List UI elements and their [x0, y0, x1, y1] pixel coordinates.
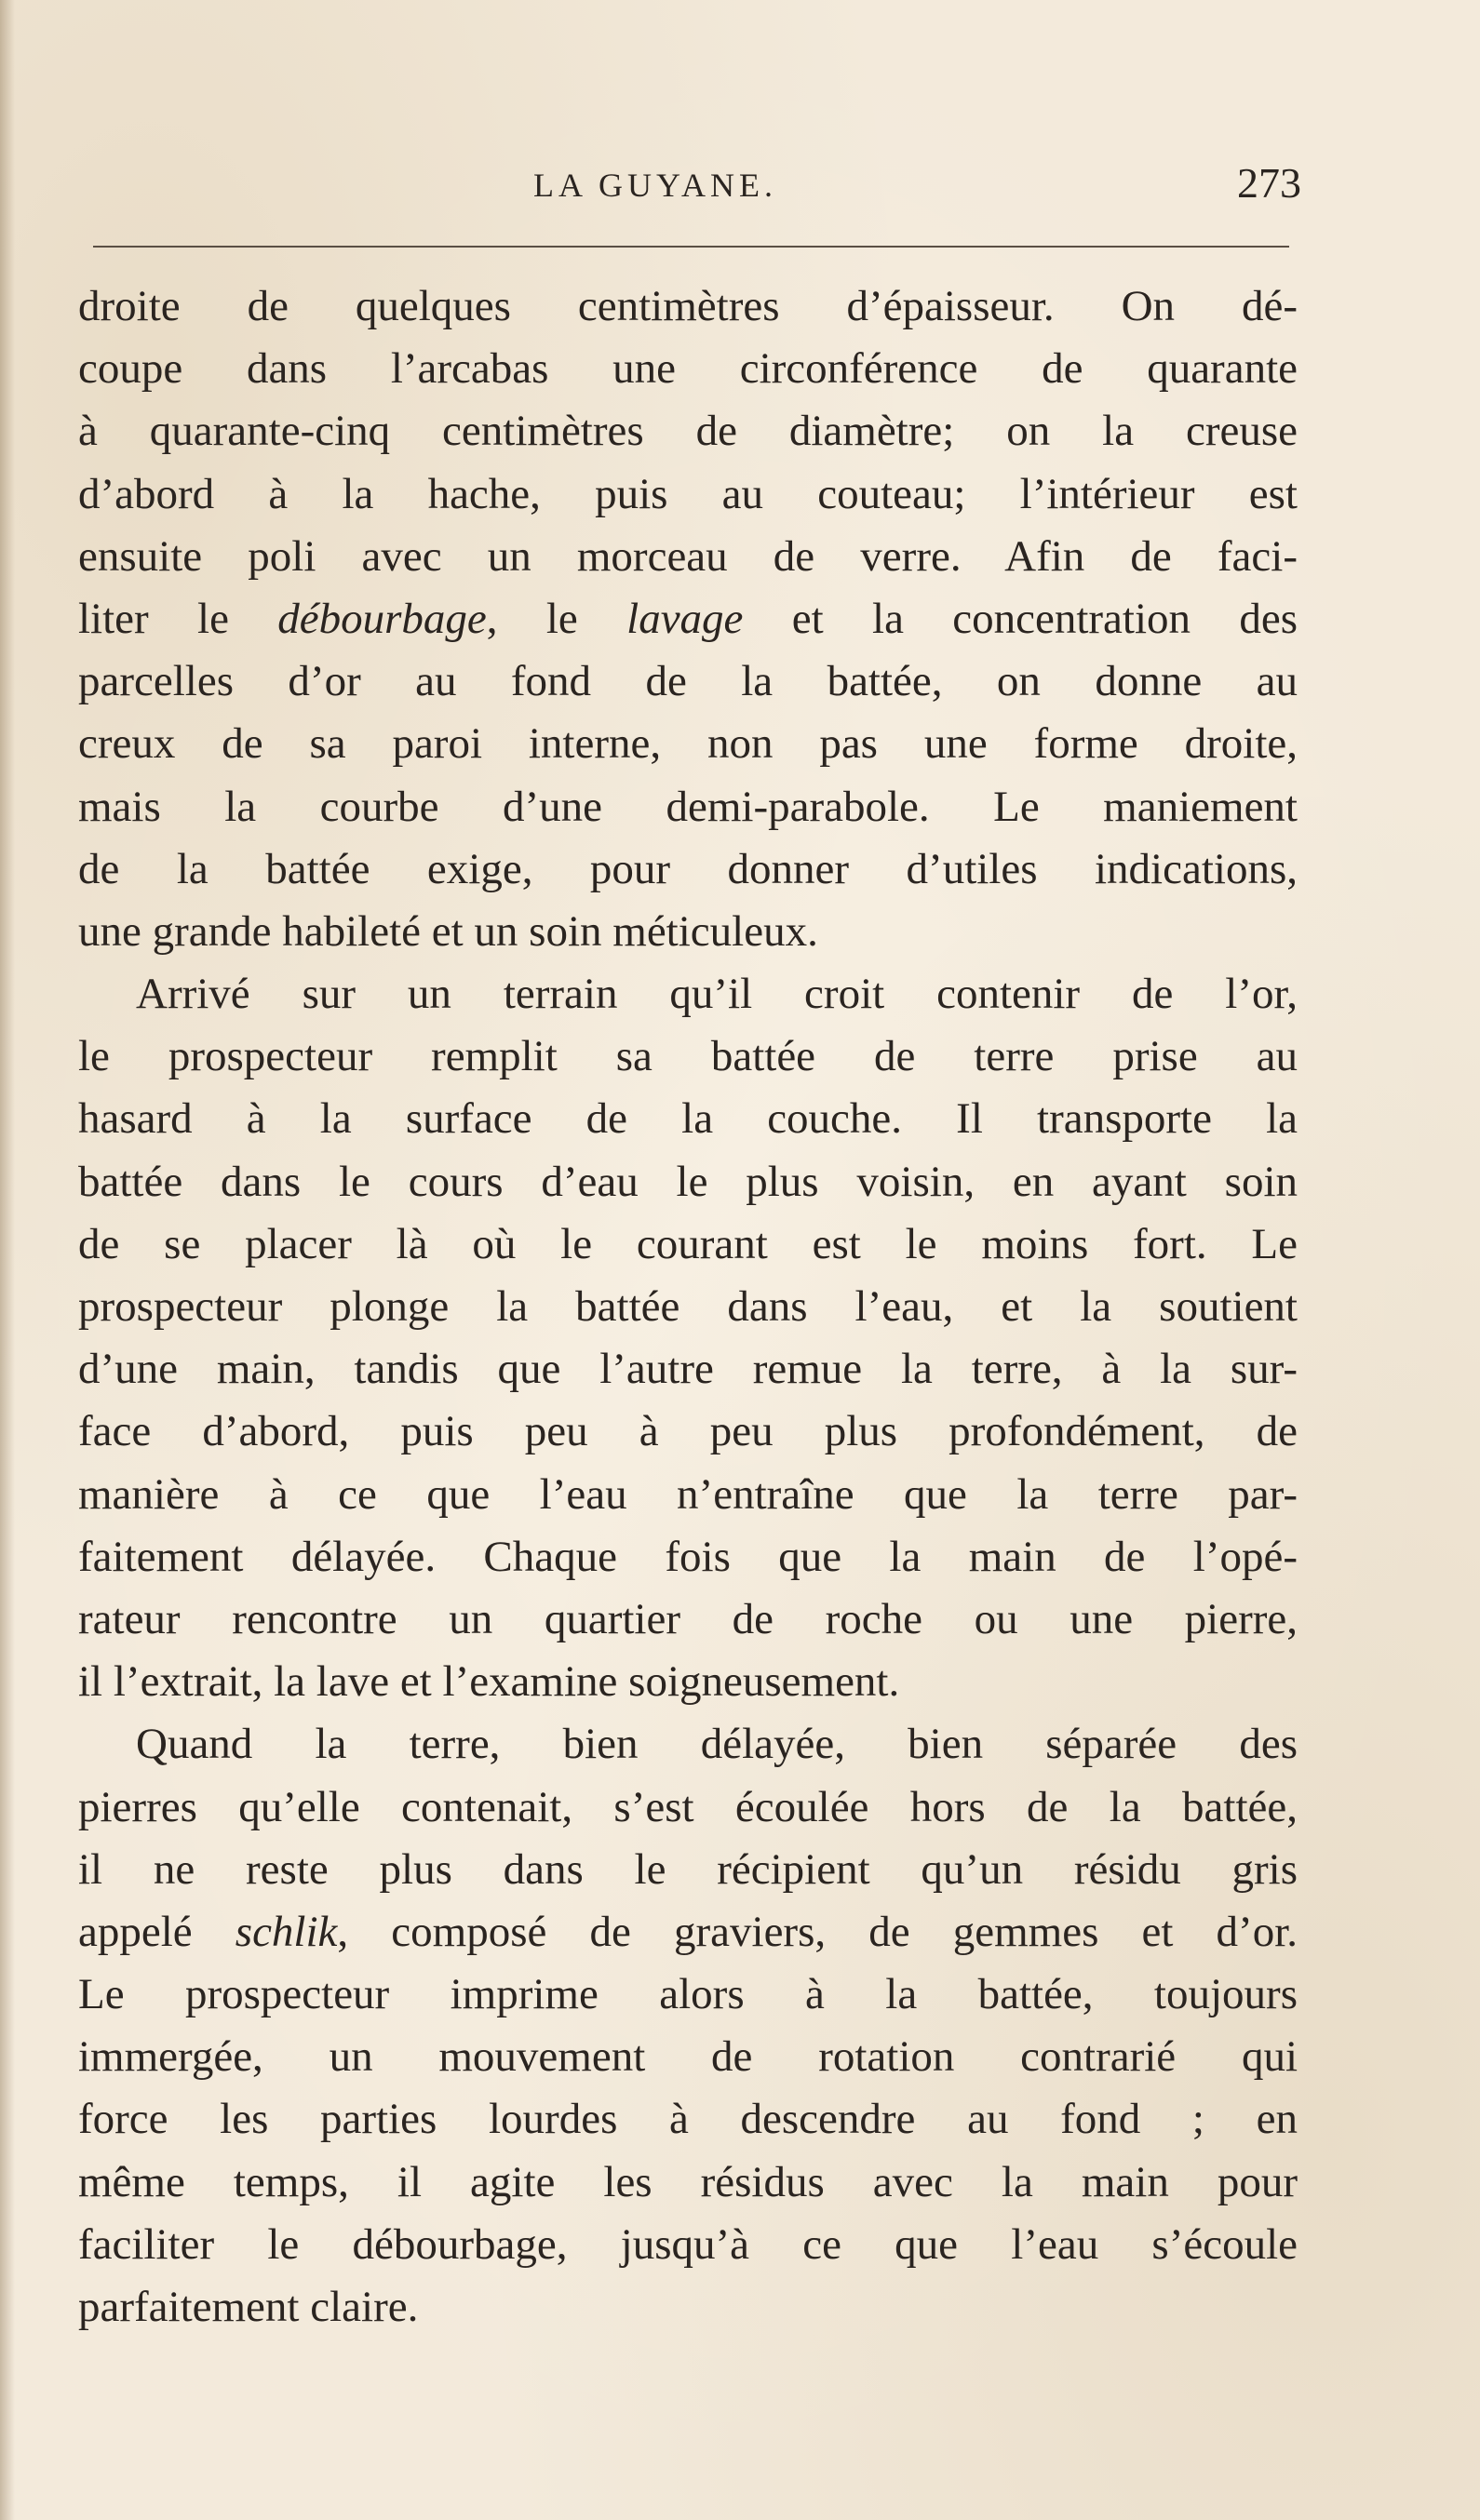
text-fragment: , le [486, 594, 627, 643]
text-line-paragraph-start: Quand la terre, bien délayée, bien séparée des [136, 1720, 1298, 1769]
italic-term-debourbage: débourbage [277, 594, 487, 643]
text-line: à quarante-cinq centimètres de diamètre; on la creuse [78, 407, 1298, 456]
text-line-paragraph-start: Arrivé sur un terrain qu’il croit contenir de l’or, [136, 970, 1298, 1019]
text-line: mais la courbe d’une demi-parabole. Le maniement [78, 782, 1298, 831]
text-line [78, 1901, 1298, 1964]
text-line: coupe dans l’arcabas une circonférence de quarante [78, 344, 1298, 394]
running-head-title: LA GUYANE. [533, 167, 777, 204]
text-line: rateur rencontre un quartier de roche ou une pierre, [78, 1594, 1298, 1643]
text-line: face d’abord, puis peu à peu plus profondément, de [78, 1407, 1298, 1456]
italic-term-schlik: schlik [235, 1907, 338, 1956]
running-head [78, 158, 1307, 214]
text-fragment: , composé de graviers, de gemmes et d’or. [337, 1907, 1298, 1956]
body-text [78, 275, 1298, 2339]
page-edge-shadow [0, 0, 15, 2520]
text-line: creux de sa paroi interne, non pas une forme droite, [78, 719, 1298, 769]
text-line [78, 588, 1298, 650]
text-line: de la battée exige, pour donner d’utiles indications, [78, 844, 1298, 893]
text-line: faitement délayée. Chaque fois que la main de l’opé- [78, 1532, 1298, 1581]
page-number: 273 [1237, 159, 1301, 207]
text-line: il l’extrait, la lave et l’examine soigneusement. [78, 1657, 900, 1707]
text-line: d’une main, tandis que l’autre remue la terre, à la sur- [78, 1345, 1298, 1394]
text-line: droite de quelques centimètres d’épaisseur. On dé- [78, 282, 1298, 330]
text-fragment: et la concentration des [743, 594, 1298, 643]
header-rule [93, 246, 1289, 248]
text-line: prospecteur plonge la battée dans l’eau, et la soutient [78, 1282, 1298, 1331]
text-line: le prospecteur remplit sa battée de terre prise au [78, 1032, 1298, 1081]
text-line: même temps, il agite les résidus avec la main pour [78, 2157, 1298, 2206]
text-line: manière à ce que l’eau n’entraîne que la terre par- [78, 1469, 1298, 1519]
text-fragment: liter le [78, 594, 278, 643]
text-line: pierres qu’elle contenait, s’est écoulée hors de la battée, [78, 1782, 1298, 1831]
text-line: d’abord à la hache, puis au couteau; l’intérieur est [78, 469, 1298, 518]
text-line: parfaitement claire. [78, 2283, 419, 2331]
text-line: de se placer là où le courant est le moins fort. Le [78, 1219, 1298, 1268]
text-line: force les parties lourdes à descendre au fond ; en [78, 2095, 1298, 2144]
text-line: battée dans le cours d’eau le plus voisin, en ayant soin [78, 1157, 1298, 1206]
text-fragment: appelé [78, 1907, 235, 1956]
italic-term-lavage: lavage [626, 594, 744, 643]
text-line: immergée, un mouvement de rotation contrarié qui [78, 2032, 1298, 2082]
text-line: faciliter le débourbage, jusqu’à ce que l’eau s’écoule [78, 2219, 1298, 2269]
text-line: hasard à la surface de la couche. Il transporte la [78, 1094, 1298, 1144]
text-line: Le prospecteur imprime alors à la battée, toujours [78, 1970, 1298, 2019]
text-line: une grande habileté et un soin méticuleux. [78, 906, 818, 956]
text-line: ensuite poli avec un morceau de verre. Afin de faci- [78, 531, 1298, 581]
text-line: parcelles d’or au fond de la battée, on donne au [78, 657, 1298, 706]
text-line: il ne reste plus dans le récipient qu’un résidu gris [78, 1844, 1298, 1894]
